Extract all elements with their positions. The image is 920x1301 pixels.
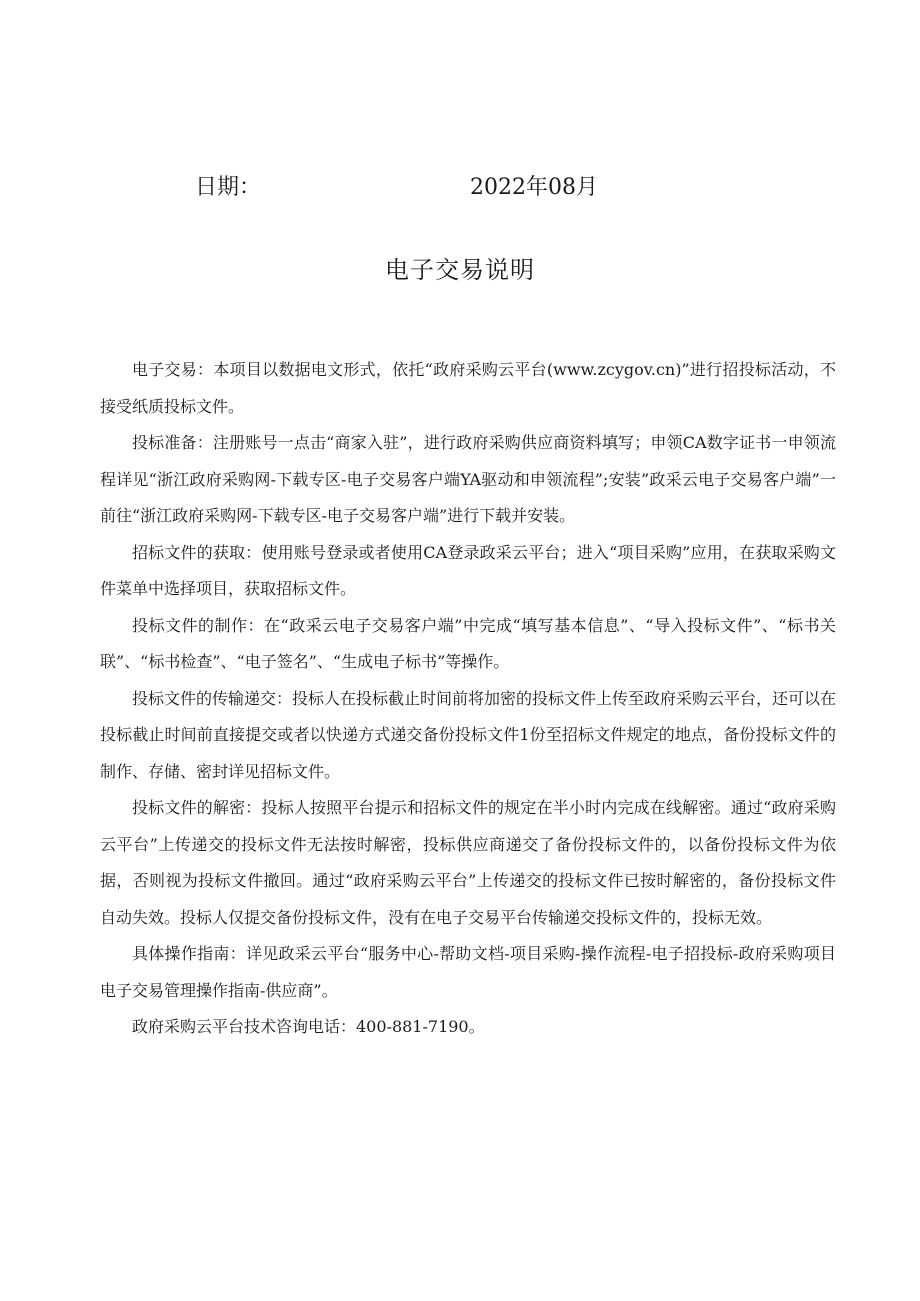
document-title: 电子交易说明 <box>385 256 535 284</box>
paragraph-bid-document-decryption: 投标文件的解密：投标人按照平台提示和招标文件的规定在半小时内完成在线解密。通过“政府采购云平台”上传递交的投标文件无法按时解密，投标供应商递交了备份投标文件的，以备份投标文件为依据，否则视为投标文件撤回。通过“政府采购云平台”上传递交的投标文件已按时解密的，备份投标文件自动失效。投标人仅提交备份投标文件，没有在电子交易平台传输递交投标文件的，投标无效。 <box>100 798 836 927</box>
paragraph-bid-preparation: 投标准备：注册账号一点击“商家入驻”，进行政府采购供应商资料填写；申领CA数字证书一申领流程详见“浙江政府采购网-下载专区-电子交易客户端YA驱动和申领流程”;安装”政采云电子交易客户端”一前往“浙江政府采购网-下载专区-电子交易客户端”进行下载并安装。 <box>100 433 836 525</box>
document-body <box>100 352 836 1046</box>
paragraph-operation-guide: 具体操作指南：详见政采云平台“服务中心-帮助文档-项目采购-操作流程-电子招投标-政府采购项目电子交易管理操作指南-供应商”。 <box>100 944 836 1000</box>
date-value: 2022年08月 <box>470 175 598 200</box>
paragraph-bid-document-submission: 投标文件的传输递交：投标人在投标截止时间前将加密的投标文件上传至政府采购云平台，还可以在投标截止时间前直接提交或者以快递方式递交备份投标文件1份至招标文件规定的地点，备份投标文件的制作、存储、密封详见招标文件。 <box>100 688 837 781</box>
paragraph-bid-document-production: 投标文件的制作：在“政采云电子交易客户端”中完成“填写基本信息”、“导入投标文件”、“标书关联”、“标书检查”、“电子签名”、“生成电子标书”等操作。 <box>100 615 836 671</box>
paragraph-support-hotline: 政府采购云平台技术咨询电话：400-881-7190。 <box>132 1017 485 1036</box>
paragraph-tender-document-acquisition: 招标文件的获取：使用账号登录或者使用CA登录政采云平台；进入“项目采购”应用，在获取采购文件菜单中选择项目，获取招标文件。 <box>100 542 836 598</box>
paragraph-electronic-trading: 电子交易：本项目以数据电文形式，依托“政府采购云平台(www.zcygov.cn)”进行招投标活动，不接受纸质投标文件。 <box>100 360 836 416</box>
date-line <box>0 170 920 206</box>
date-label: 日期： <box>195 175 262 200</box>
